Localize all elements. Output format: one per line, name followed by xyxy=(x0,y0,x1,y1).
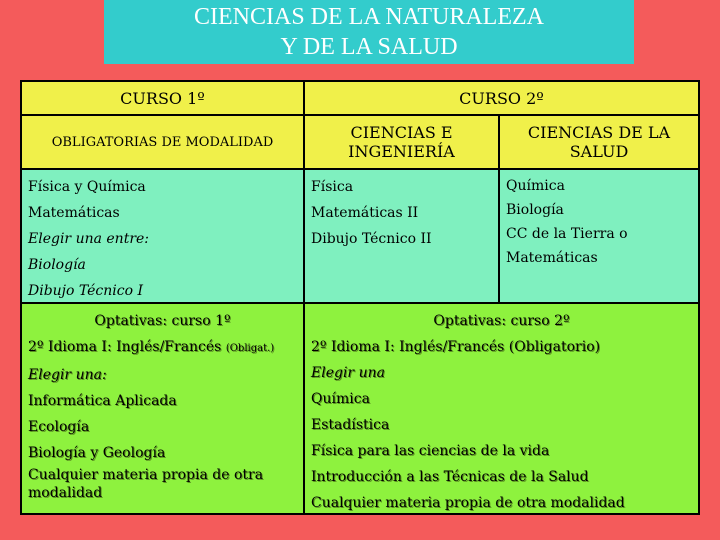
list-item: Química xyxy=(506,178,565,194)
list-item: Cualquier materia propia de otra modalidad xyxy=(311,495,625,511)
list-item: Física xyxy=(311,179,354,195)
divider xyxy=(22,168,698,170)
subheader-obligatorias: OBLIGATORIAS DE MODALIDAD xyxy=(22,116,303,168)
header-curso-1: CURSO 1º xyxy=(22,82,303,114)
list-item: Física y Química xyxy=(28,179,146,195)
title-banner xyxy=(104,0,634,64)
title-line-2: Y DE LA SALUD xyxy=(280,34,458,60)
list-item: Ecología xyxy=(28,419,90,435)
salud-subjects xyxy=(500,170,698,302)
idioma-text: 2º Idioma I: Inglés/Francés xyxy=(28,339,222,355)
optativas-2-title: Optativas: curso 2º xyxy=(433,313,570,329)
list-item: Biología xyxy=(28,257,86,273)
list-item: Matemáticas xyxy=(506,250,598,266)
list-item: 2º Idioma I: Inglés/Francés (Obligatorio) xyxy=(311,339,601,355)
list-item: Elegir una xyxy=(311,365,385,381)
divider xyxy=(22,302,698,304)
subheader-ciencias-salud: CIENCIAS DE LA SALUD xyxy=(500,116,698,168)
divider xyxy=(498,114,500,302)
subheader-ciencias-ingenieria: CIENCIAS E INGENIERÍA xyxy=(305,116,498,168)
curriculum-table xyxy=(20,80,700,515)
header-curso-2: CURSO 2º xyxy=(305,82,698,114)
list-item: Dibujo Técnico II xyxy=(311,231,432,247)
list-item: CC de la Tierra o xyxy=(506,226,628,242)
list-item: Cualquier materia propia de otra xyxy=(28,467,264,483)
list-item: Elegir una: xyxy=(28,367,107,383)
list-item: Matemáticas xyxy=(28,205,120,221)
optativas-1-idioma xyxy=(28,334,297,362)
list-item: Química xyxy=(311,391,370,407)
optativas-curso-1 xyxy=(22,304,303,513)
list-item: Dibujo Técnico I xyxy=(28,283,144,299)
list-item: Matemáticas II xyxy=(311,205,419,221)
divider xyxy=(22,114,698,116)
list-item: Física para las ciencias de la vida xyxy=(311,443,550,459)
optativas-curso-2 xyxy=(305,304,698,513)
optativas-1-title: Optativas: curso 1º xyxy=(94,313,231,329)
divider xyxy=(303,82,305,513)
list-item: Biología y Geología xyxy=(28,445,166,461)
list-item: Elegir una entre: xyxy=(28,231,150,247)
curso-1-subjects xyxy=(22,170,303,302)
list-item: Estadística xyxy=(311,417,390,433)
list-item: modalidad xyxy=(28,485,103,501)
ingenieria-subjects xyxy=(305,170,498,302)
idioma-note: (Obligat.) xyxy=(225,343,275,354)
list-item: Informática Aplicada xyxy=(28,393,177,409)
list-item: Biología xyxy=(506,202,564,218)
title-line-1: CIENCIAS DE LA NATURALEZA xyxy=(194,4,544,30)
list-item: Introducción a las Técnicas de la Salud xyxy=(311,469,589,485)
